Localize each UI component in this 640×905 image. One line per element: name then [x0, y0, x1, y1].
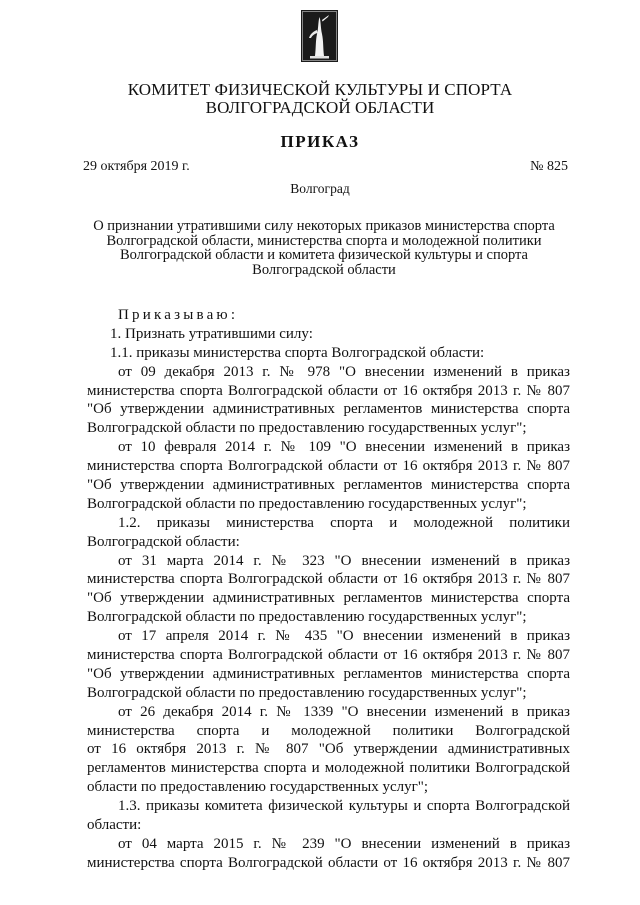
order-body — [87, 306, 570, 873]
body-line: министерства спорта Волгоградской области от 16 октября 2013 г. № 807 — [87, 854, 570, 871]
body-line: регламентов министерства спорта и молодежной политики Волгоградской — [87, 760, 570, 777]
body-line: "Об утверждении административных регламентов министерства спорта — [87, 665, 570, 682]
body-line: области по предоставлению государственных услуг"; — [87, 779, 429, 796]
body-line: 1.1. приказы министерства спорта Волгоградской области: — [110, 344, 485, 361]
body-line: от 16 октября 2013 г. № 807 "Об утверждении административных — [87, 741, 570, 758]
body-line: от 04 марта 2015 г. № 239 "О внесении изменений в приказ — [118, 835, 570, 852]
body-line: области: — [87, 817, 142, 834]
order-subject — [80, 219, 568, 277]
body-line: министерства спорта Волгоградской области от 16 октября 2013 г. № 807 — [87, 382, 570, 399]
subject-line: О признании утратившими силу некоторых приказов министерства спорта — [93, 218, 555, 234]
body-line: "Об утверждении административных регламентов министерства спорта — [87, 477, 570, 494]
body-line: Волгоградской области по предоставлению государственных услуг"; — [87, 684, 527, 701]
committee-name-line-1: КОМИТЕТ ФИЗИЧЕСКОЙ КУЛЬТУРЫ И СПОРТА — [127, 80, 513, 99]
order-date: 29 октября 2019 г. — [83, 159, 190, 174]
body-line: 1.2. приказы министерства спорта и молодежной политики — [118, 514, 570, 531]
subject-line: Волгоградской области и комитета физической культуры и спорта — [120, 247, 528, 263]
body-line: от 09 декабря 2013 г. № 978 "О внесении изменений в приказ — [118, 363, 570, 380]
body-line: от 26 декабря 2014 г. № 1339 "О внесении изменений в приказ — [118, 703, 570, 720]
body-line: от 17 апреля 2014 г. № 435 "О внесении изменений в приказ — [118, 628, 570, 645]
body-line: от 31 марта 2014 г. № 323 "О внесении изменений в приказ — [118, 552, 570, 569]
document-type-title: ПРИКАЗ — [280, 132, 360, 151]
body-line: Волгоградской области по предоставлению государственных услуг"; — [87, 495, 527, 512]
body-line: "Об утверждении административных регламентов министерства спорта — [87, 401, 570, 418]
body-line: Волгоградской области: — [87, 533, 240, 550]
body-line: "Об утверждении административных регламентов министерства спорта — [87, 590, 570, 607]
city-name: Волгоград — [290, 181, 350, 196]
body-line: 1. Признать утратившими силу: — [110, 325, 313, 342]
body-line: министерства спорта Волгоградской области от 16 октября 2013 г. № 807 — [87, 458, 570, 475]
coat-of-arms-icon — [301, 10, 338, 62]
committee-name-line-2: ВОЛГОГРАДСКОЙ ОБЛАСТИ — [205, 98, 435, 117]
body-line: от 10 февраля 2014 г. № 109 "О внесении изменений в приказ — [118, 439, 570, 456]
body-line: министерства спорта Волгоградской области от 16 октября 2013 г. № 807 — [87, 647, 570, 664]
subject-line: Волгоградской области, министерства спорта и молодежной политики — [106, 232, 542, 249]
order-number: № 825 — [530, 159, 568, 174]
body-line: 1.3. приказы комитета физической культуры и спорта Волгоградской — [118, 798, 570, 815]
body-line: министерства спорта Волгоградской области от 16 октября 2013 г. № 807 — [87, 571, 570, 588]
body-line: министерства спорта и молодежной политики Волгоградской — [87, 722, 570, 739]
body-line: Волгоградской области по предоставлению государственных услуг"; — [87, 609, 527, 626]
subject-line: Волгоградской области — [252, 261, 396, 278]
body-line: Волгоградской области по предоставлению государственных услуг"; — [87, 420, 527, 437]
body-line-orders: Приказываю: — [118, 307, 239, 323]
